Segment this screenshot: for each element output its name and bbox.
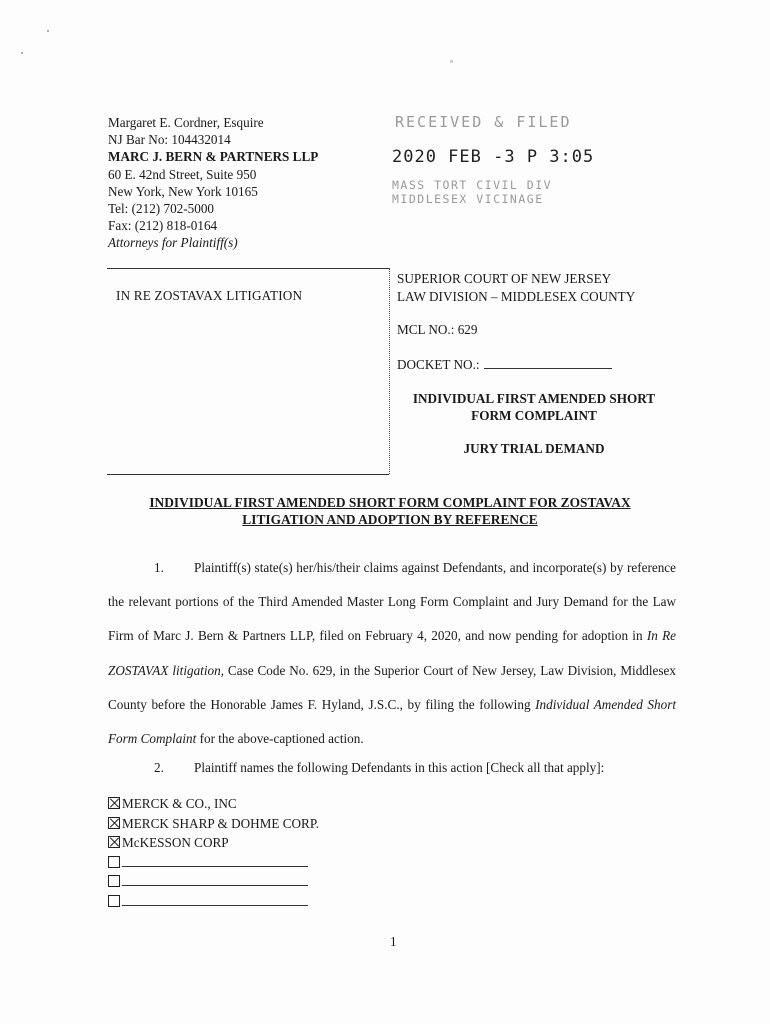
fax: Fax: (212) 818-0164: [108, 218, 218, 234]
document-heading: [100, 494, 680, 528]
defendant-blank-line[interactable]: [122, 894, 308, 906]
checkbox-empty-icon[interactable]: [108, 875, 120, 887]
court-name: [397, 270, 635, 306]
defendant-item: [108, 892, 319, 912]
complaint-title: [396, 390, 672, 424]
defendants-checklist: [108, 794, 319, 912]
checkbox-checked-icon[interactable]: [108, 836, 120, 848]
defendant-blank-line[interactable]: [122, 855, 308, 867]
checkbox-checked-icon[interactable]: [108, 797, 120, 809]
attorney-role: Attorneys for Plaintiff(s): [108, 235, 238, 251]
case-name: IN RE ZOSTAVAX LITIGATION: [116, 288, 303, 303]
paragraph-1-number: 1.: [154, 560, 164, 575]
defendant-item: [108, 853, 319, 873]
stamp-date: 2020 FEB -3 P 3:05: [392, 147, 595, 167]
stamp-received: RECEIVED & FILED: [395, 113, 572, 131]
docket-number: [397, 356, 612, 373]
defendant-item: [108, 794, 319, 814]
paragraph-2: [108, 760, 676, 776]
paragraph-2-text: Plaintiff names the following Defendants in this action [Check all that apply]:: [194, 760, 605, 775]
heading-line-1: INDIVIDUAL FIRST AMENDED SHORT FORM COMPLAINT FOR ZOSTAVAX: [149, 495, 631, 510]
checkbox-empty-icon[interactable]: [108, 895, 120, 907]
caption-bottom-rule: [107, 474, 389, 475]
scan-speck: [47, 30, 49, 32]
bar-number: NJ Bar No: 104432014: [108, 132, 231, 148]
paragraph-1-text-a: Plaintiff(s) state(s) her/his/their claims against Defendants, and incorporate(s) by reference the relevant portions of the Third Amended Master Long Form Complaint and Jury Demand for the Law Firm of Marc J. Bern & Partners LLP, filed on February 4, 2020, and now pending for adoption in: [108, 560, 676, 644]
paragraph-1: [108, 551, 676, 756]
checkbox-checked-icon[interactable]: [108, 817, 120, 829]
docket-blank-line: [484, 356, 612, 369]
jury-demand: JURY TRIAL DEMAND: [463, 441, 605, 456]
defendant-label: McKESSON CORP: [122, 835, 229, 851]
paragraph-1-italic-b: Individual Amended Short Form Complaint: [108, 696, 676, 747]
defendant-label: MERCK SHARP & DOHME CORP.: [122, 815, 319, 831]
paragraph-1-italic-a: In Re ZOSTAVAX litigation: [108, 628, 676, 678]
caption-top-rule: [107, 268, 389, 269]
defendant-blank-line[interactable]: [122, 874, 308, 886]
court-line-1: SUPERIOR COURT OF NEW JERSEY: [397, 271, 612, 286]
address-line-1: 60 E. 42nd Street, Suite 950: [108, 166, 257, 182]
scan-speck: [450, 60, 453, 63]
telephone: Tel: (212) 702-5000: [108, 201, 215, 217]
heading-line-2: LITIGATION AND ADOPTION BY REFERENCE: [242, 512, 538, 527]
firm-name: MARC J. BERN & PARTNERS LLP: [108, 149, 319, 165]
defendant-item: [108, 833, 319, 853]
paragraph-2-number: 2.: [154, 760, 164, 775]
court-line-2: LAW DIVISION – MIDDLESEX COUNTY: [397, 289, 636, 304]
stamp-division: [392, 178, 552, 206]
stamp-line-4: MIDDLESEX VICINAGE: [392, 192, 544, 206]
stamp-line-3: MASS TORT CIVIL DIV: [392, 178, 553, 192]
page-number: 1: [390, 934, 397, 949]
paragraph-1-text-c: for the above-captioned action.: [196, 731, 364, 747]
paragraph-1-text-b: , Case Code No. 629, in the Superior Court of New Jersey, Law Division, Middlesex County before the Honorable James F. Hyland, J.S.C., by filing the following: [108, 662, 676, 712]
checkbox-empty-icon[interactable]: [108, 856, 120, 868]
complaint-title-line-2: FORM COMPLAINT: [471, 408, 597, 423]
attorney-name: Margaret E. Cordner, Esquire: [108, 115, 264, 130]
caption-divider: [389, 268, 390, 474]
attorney-block: [108, 114, 318, 252]
mcl-number: MCL NO.: 629: [397, 322, 478, 337]
defendant-item: [108, 872, 319, 892]
scan-speck: [21, 52, 23, 54]
defendant-label: MERCK & CO., INC: [122, 796, 237, 811]
docket-label: DOCKET NO.:: [397, 357, 480, 372]
address-line-2: New York, New York 10165: [108, 183, 258, 199]
complaint-title-line-1: INDIVIDUAL FIRST AMENDED SHORT: [412, 391, 656, 406]
defendant-item: [108, 814, 319, 834]
